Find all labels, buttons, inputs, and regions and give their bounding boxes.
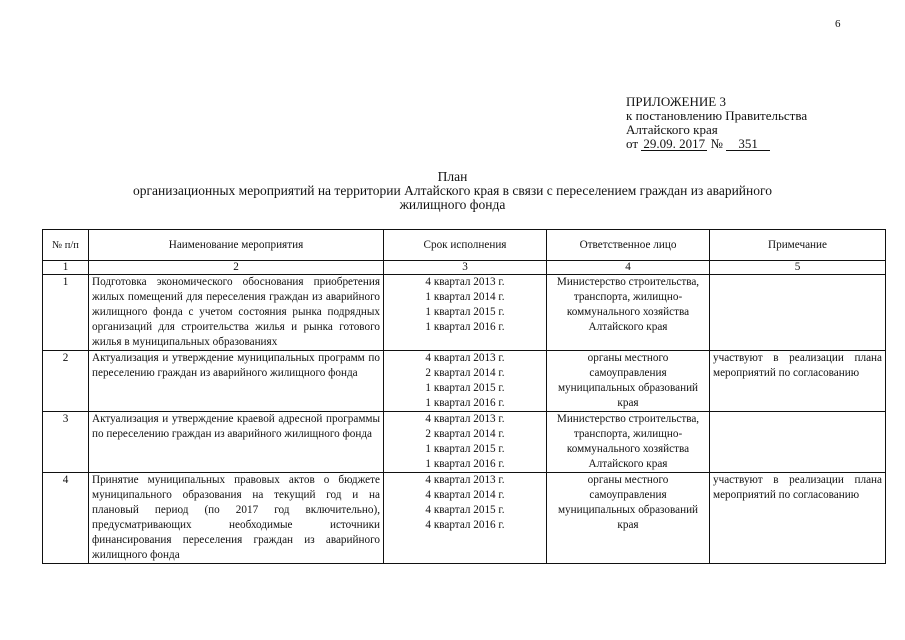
term-line: 4 квартал 2014 г.: [425, 489, 505, 501]
header-num: № п/п: [43, 230, 89, 261]
header-responsible: Ответственное лицо: [547, 230, 710, 261]
row-term: [384, 412, 547, 473]
row-responsible: Министерство строительства, транспорта, жилищно-коммунального хозяйства Алтайского края: [547, 275, 710, 351]
appendix-number-label: №: [710, 136, 723, 151]
column-number: 3: [384, 261, 547, 275]
row-number: 2: [43, 351, 89, 412]
row-name: Принятие муниципальных правовых актов о бюджете муниципального образования на текущий год и на плановый период (по 2017 год включительно), предусматривающих необходимые источники финансирования переселения граждан из аварийного жилищного фонда: [89, 473, 384, 564]
table-row: [43, 275, 886, 351]
row-note: участвуют в реализации плана мероприятий по согласованию: [710, 351, 886, 412]
term-line: 1 квартал 2015 г.: [425, 443, 505, 455]
term-line: 1 квартал 2014 г.: [425, 291, 505, 303]
column-number: 5: [710, 261, 886, 275]
appendix-block: [626, 95, 807, 151]
row-term: [384, 351, 547, 412]
term-line: 2 квартал 2014 г.: [425, 428, 505, 440]
row-name: Актуализация и утверждение краевой адресной программы по переселению граждан из аварийного жилищного фонда: [89, 412, 384, 473]
term-line: 1 квартал 2016 г.: [425, 458, 505, 470]
term-line: 4 квартал 2013 г.: [425, 276, 505, 288]
row-responsible: Министерство строительства, транспорта, жилищно-коммунального хозяйства Алтайского края: [547, 412, 710, 473]
term-line: 4 квартал 2015 г.: [425, 504, 505, 516]
table-row: [43, 473, 886, 564]
table-row: [43, 412, 886, 473]
term-line: 2 квартал 2014 г.: [425, 367, 505, 379]
appendix-from-label: от: [626, 136, 639, 151]
appendix-title: ПРИЛОЖЕНИЕ 3: [626, 94, 726, 109]
term-line: 1 квартал 2016 г.: [425, 397, 505, 409]
row-number: 4: [43, 473, 89, 564]
term-line: 4 квартал 2013 г.: [425, 474, 505, 486]
column-number: 4: [547, 261, 710, 275]
row-note: участвуют в реализации плана мероприятий по согласованию: [710, 473, 886, 564]
document-title: [0, 170, 905, 212]
term-line: 4 квартал 2013 г.: [425, 352, 505, 364]
row-responsible: органы местного самоуправления муниципальных образований края: [547, 473, 710, 564]
row-responsible: органы местного самоуправления муниципальных образований края: [547, 351, 710, 412]
appendix-line-2: Алтайского края: [626, 122, 718, 137]
row-note: [710, 275, 886, 351]
term-line: 1 квартал 2015 г.: [425, 382, 505, 394]
table-row: [43, 351, 886, 412]
term-line: 1 квартал 2016 г.: [425, 321, 505, 333]
row-note: [710, 412, 886, 473]
row-term: [384, 275, 547, 351]
row-term: [384, 473, 547, 564]
appendix-line-1: к постановлению Правительства: [626, 108, 808, 123]
column-number: 1: [43, 261, 89, 275]
page-number: 6: [835, 18, 841, 30]
term-line: 4 квартал 2013 г.: [425, 413, 505, 425]
appendix-date-line: [626, 137, 807, 151]
title-line-2: организационных мероприятий на территории Алтайского края в связи с переселением граждан из аварийного: [133, 183, 772, 198]
row-number: 1: [43, 275, 89, 351]
row-number: 3: [43, 412, 89, 473]
column-number: 2: [89, 261, 384, 275]
header-term: Срок исполнения: [384, 230, 547, 261]
header-note: Примечание: [710, 230, 886, 261]
plan-table: [42, 229, 886, 564]
row-name: Актуализация и утверждение муниципальных программ по переселению граждан из аварийного жилищного фонда: [89, 351, 384, 412]
table-header-row: [43, 230, 886, 261]
column-number-row: [43, 261, 886, 275]
header-name: Наименование мероприятия: [89, 230, 384, 261]
row-name: Подготовка экономического обоснования приобретения жилых помещений для переселения граждан из аварийного жилищного фонда с учетом состояния рынка подрядных организаций для строительства жилья и рынка готового жилья в муниципальных образованиях: [89, 275, 384, 351]
term-line: 4 квартал 2016 г.: [425, 519, 505, 531]
title-line-1: План: [437, 169, 468, 184]
title-line-3: жилищного фонда: [399, 197, 506, 212]
appendix-date: 29.09. 2017: [641, 138, 707, 151]
appendix-number: 351: [726, 138, 770, 151]
term-line: 1 квартал 2015 г.: [425, 306, 505, 318]
